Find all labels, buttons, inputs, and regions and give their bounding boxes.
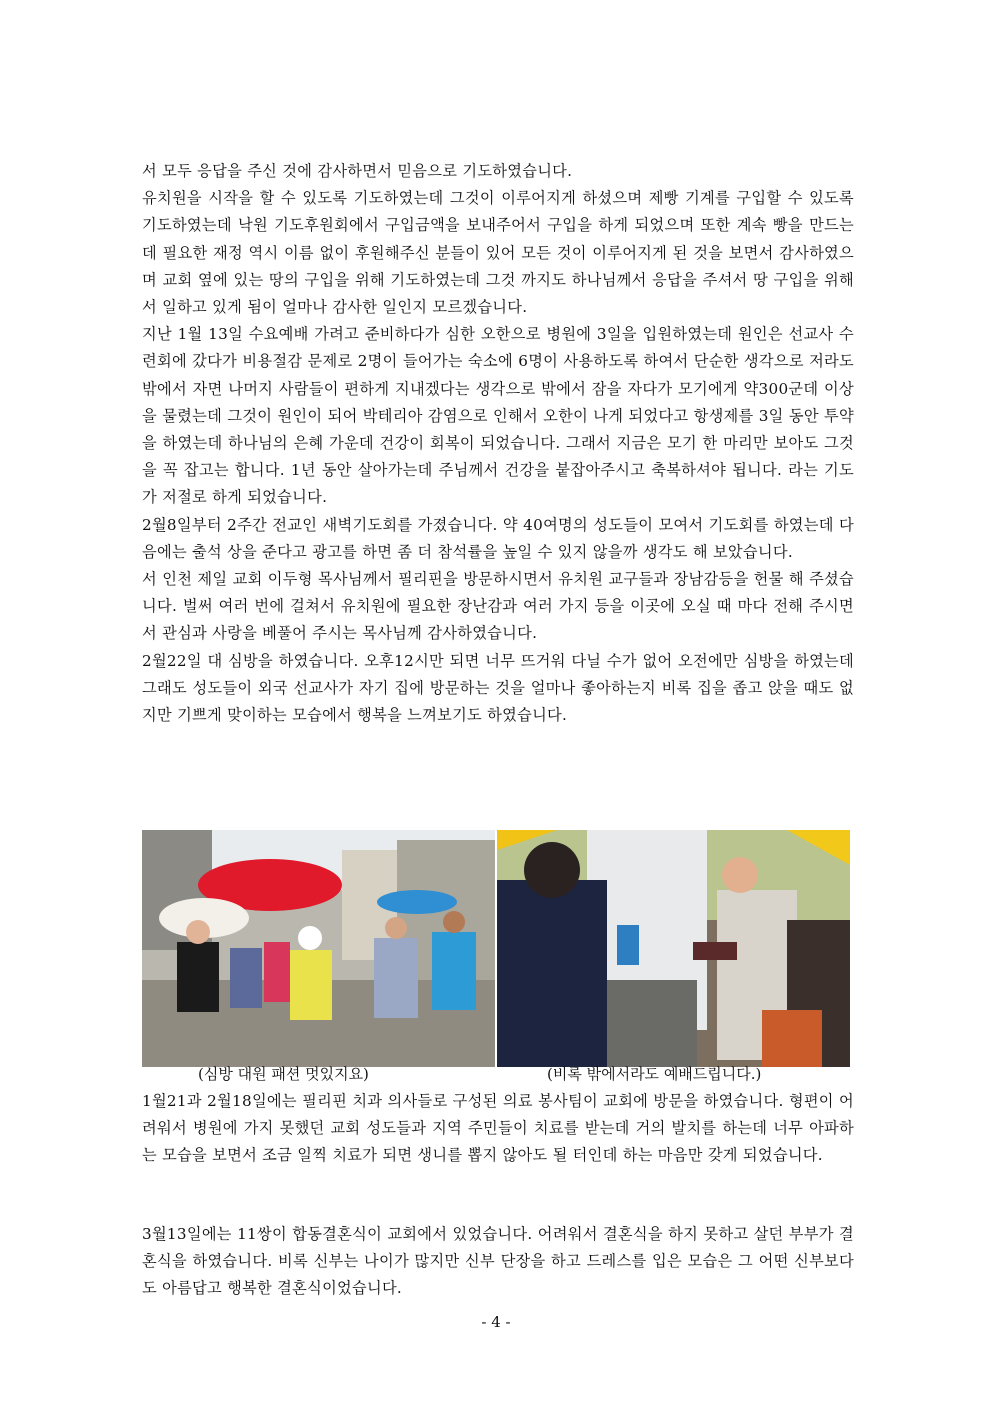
body-text-top bbox=[142, 158, 854, 729]
paragraph: 서 모두 응답을 주신 것에 감사하면서 믿음으로 기도하였습니다. bbox=[142, 162, 573, 180]
body-text-bottom bbox=[142, 1221, 854, 1303]
photo-caption: (심방 대원 패션 멋있지요) bbox=[198, 1065, 369, 1083]
paragraph: 유치원을 시작을 할 수 있도록 기도하였는데 그것이 이루어지게 하셨으며 제빵 기계를 구입할 수 있도록 기도하였는데 낙원 기도후원회에서 구입금액을 보내주어서 구입을 하게 되었으며 또한 계속 빵을 만드는데 필요한 재정 역시 이름 없이 후원해주신 분들이 있어 모든 것이 이루어지게 된 것을 보면서 감사하였으며 교회 옆에 있는 땅의 구입을 위해 기도하였는데 그것 까지도 하나님께서 응답을 주셔서 땅 구입을 위해서 일하고 있게 됨이 얼마나 감사한 일인지 모르겠습니다. bbox=[142, 189, 854, 317]
paragraph: 2월22일 대 심방을 하였습니다. 오후12시만 되면 너무 뜨거워 다닐 수가 없어 오전에만 심방을 하였는데 그래도 성도들이 외국 선교사가 자기 집에 방문하는 것을 얼마나 좋아하는지 비록 집을 좁고 앉을 때도 없지만 기쁘게 맞이하는 모습에서 행복을 느껴보기도 하였습니다. bbox=[142, 651, 854, 725]
body-text-middle bbox=[142, 1088, 854, 1170]
paragraph: 1월21과 2월18일에는 필리핀 치과 의사들로 구성된 의료 봉사팀이 교회에 방문을 하였습니다. 형편이 어려워서 병원에 가지 못했던 교회 성도들과 지역 주민들이 치료를 받는데 거의 발치를 하는데 너무 아파하는 모습을 보면서 조금 일찍 치료가 되면 생니를 뽑지 않아도 될 터인데 하는 마음만 갖게 되었습니다. bbox=[142, 1092, 854, 1165]
paragraph: 2월8일부터 2주간 전교인 새벽기도회를 가졌습니다. 약 40여명의 성도들이 모여서 기도회를 하였는데 다음에는 출석 상을 준다고 광고를 하면 좀 더 참석률을 높일 수 있지 않을까 생각도 해 보았습니다. bbox=[142, 515, 854, 561]
paragraph: 지난 1월 13일 수요예배 가려고 준비하다가 심한 오한으로 병원에 3일을 입원하였는데 원인은 선교사 수련회에 갔다가 비용절감 문제로 2명이 들어가는 숙소에 6명이 사용하도록 하여서 단순한 생각으로 저라도 밖에서 자면 나머지 사람들이 편하게 지내겠다는 생각으로 밖에서 잠을 자다가 모기에게 약300군데 이상을 물렸는데 그것이 원인이 되어 박테리아 감염으로 인해서 오한이 나게 되었다고 항생제를 3일 동안 투약을 하였는데 하나님의 은혜 가운데 건강이 회복이 되었습니다. 그래서 지금은 모기 한 마리만 보아도 그것을 꼭 잡고는 합니다. 1년 동안 살아가는데 주님께서 건강을 붙잡아주시고 축복하셔야 됩니다. 라는 기도가 저절로 하게 되었습니다. bbox=[142, 325, 854, 507]
paragraph: 서 인천 제일 교회 이두형 목사님께서 필리핀을 방문하시면서 유치원 교구들과 장남감등을 헌물 해 주셨습니다. 벌써 여러 번에 걸쳐서 유치원에 필요한 장난감과 여러 가지 등을 이곳에 오실 때 마다 전해 주시면서 관심과 사랑을 베풀어 주시는 목사님께 감사하였습니다. bbox=[142, 570, 854, 643]
photo-caption: (비록 밖에서라도 예배드립니다.) bbox=[547, 1065, 762, 1083]
paragraph: 3월13일에는 11쌍이 합동결혼식이 교회에서 있었습니다. 어려워서 결혼식을 하지 못하고 살던 부부가 결혼식을 하였습니다. 비록 신부는 나이가 많지만 신부 단장을 하고 드레스를 입은 모습은 그 어떤 신부보다도 아름답고 행복한 결혼식이었습니다. bbox=[142, 1225, 854, 1298]
photo-outdoor-worship bbox=[497, 830, 850, 1067]
page-number: - 4 - bbox=[481, 1313, 511, 1331]
photo-visitation-team bbox=[142, 830, 495, 1067]
